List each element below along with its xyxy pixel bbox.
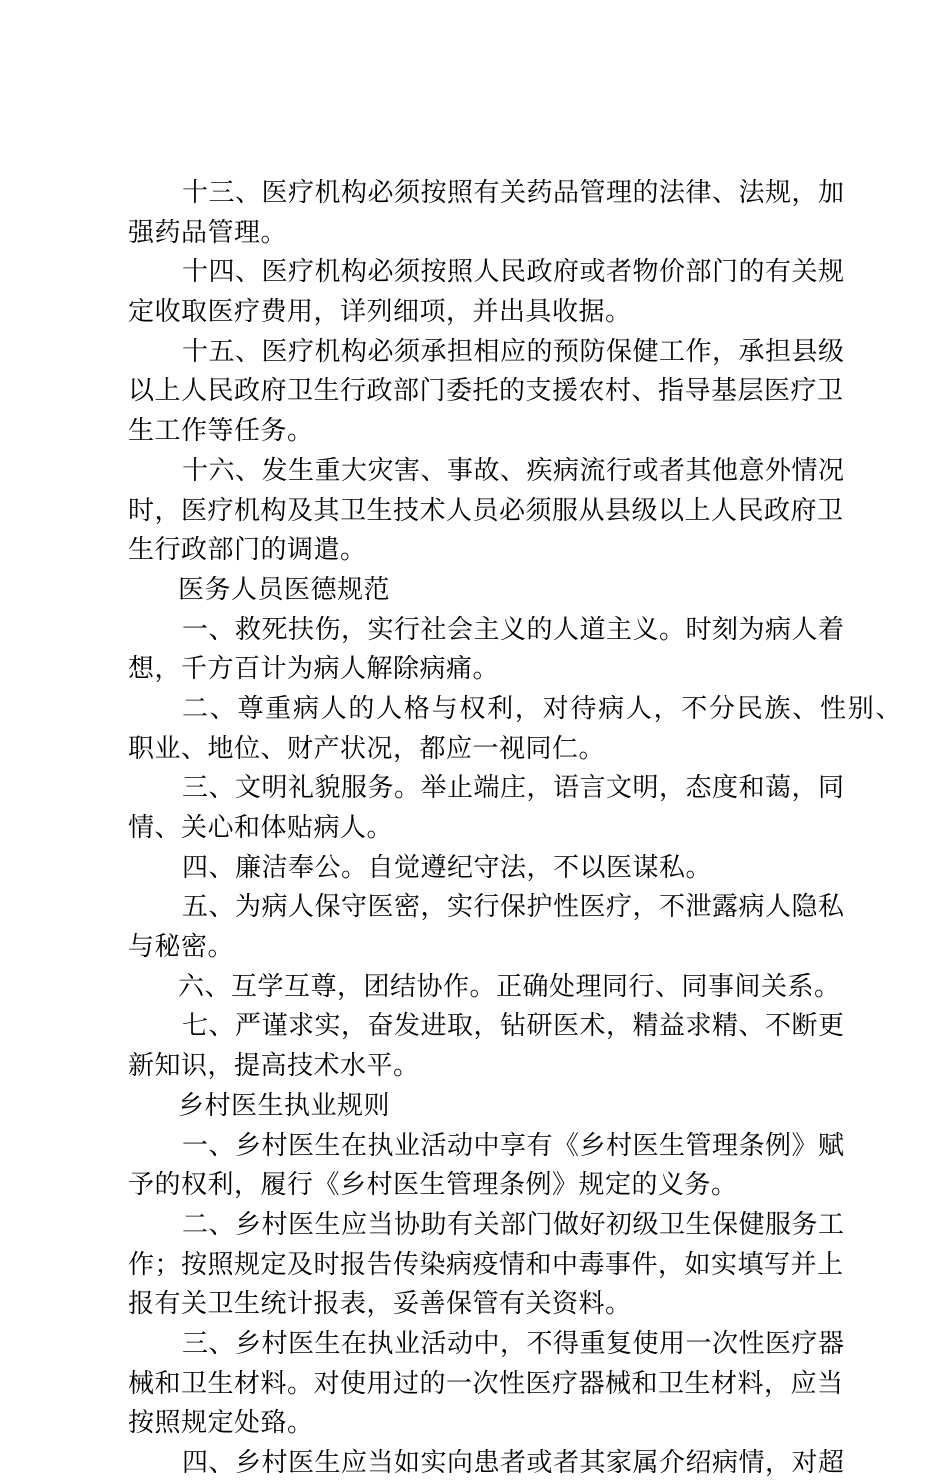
- section-heading: 医务人员医德规范: [178, 574, 391, 605]
- paragraph-line: 生行政部门的调遣。: [128, 535, 367, 566]
- paragraph-line: 械和卫生材料。对使用过的一次性医疗器械和卫生材料，应当: [128, 1368, 844, 1399]
- section-heading: 乡村医生执业规则: [178, 1090, 391, 1121]
- paragraph-line: 与秘密。: [128, 932, 235, 963]
- paragraph-line: 一、乡村医生在执业活动中享有《乡村医生管理条例》赋: [182, 1130, 845, 1161]
- paragraph-line: 十五、医疗机构必须承担相应的预防保健工作，承担县级: [182, 336, 845, 367]
- paragraph-line: 三、乡村医生在执业活动中，不得重复使用一次性医疗器: [182, 1328, 845, 1359]
- paragraph-line: 十四、医疗机构必须按照人民政府或者物价部门的有关规: [182, 257, 845, 288]
- paragraph-line: 七、严谨求实，奋发进取，钻研医术，精益求精、不断更: [182, 1011, 845, 1042]
- paragraph-line: 定收取医疗费用，详列细项，并出具收据。: [128, 297, 632, 328]
- paragraph-line: 五、为病人保守医密，实行保护性医疗，不泄露病人隐私: [182, 892, 845, 923]
- paragraph-line: 时，医疗机构及其卫生技术人员必须服从县级以上人民政府卫: [128, 495, 844, 526]
- paragraph-line: 予的权利，履行《乡村医生管理条例》规定的义务。: [128, 1170, 738, 1201]
- paragraph-line: 一、救死扶伤，实行社会主义的人道主义。时刻为病人着: [182, 614, 845, 645]
- paragraph-line: 三、文明礼貌服务。举止端庄，语言文明，态度和蔼，同: [182, 773, 845, 804]
- paragraph-line: 二、乡村医生应当协助有关部门做好初级卫生保健服务工: [182, 1209, 845, 1240]
- paragraph-line: 想，千方百计为病人解除病痛。: [128, 654, 500, 685]
- paragraph-line: 十六、发生重大灾害、事故、疾病流行或者其他意外情况: [182, 455, 845, 486]
- paragraph-line: 按照规定处臵。: [128, 1408, 314, 1439]
- paragraph-line: 强药品管理。: [128, 217, 288, 248]
- paragraph-line: 四、廉洁奉公。自觉遵纪守法，不以医谋私。: [182, 852, 713, 883]
- paragraph-line: 作；按照规定及时报告传染病疫情和中毒事件，如实填写并上: [128, 1249, 844, 1280]
- paragraph-line: 情、关心和体贴病人。: [128, 813, 394, 843]
- document-body: [128, 174, 902, 1484]
- paragraph-line: 生工作等任务。: [128, 416, 314, 447]
- paragraph-line: 四、乡村医生应当如实向患者或者其家属介绍病情，对超: [182, 1448, 845, 1478]
- paragraph-line: 十三、医疗机构必须按照有关药品管理的法律、法规，加: [182, 178, 845, 208]
- paragraph-line: 职业、地位、财产状况，都应一视同仁。: [128, 733, 606, 764]
- paragraph-line: 新知识，提高技术水平。: [128, 1051, 420, 1082]
- paragraph-line: 报有关卫生统计报表，妥善保管有关资料。: [128, 1289, 632, 1320]
- paragraph-line: 六、互学互尊，团结协作。正确处理同行、同事间关系。: [178, 971, 841, 1002]
- paragraph-line: 二、尊重病人的人格与权利，对待病人，不分民族、性别、: [182, 693, 902, 724]
- paragraph-line: 以上人民政府卫生行政部门委托的支援农村、指导基层医疗卫: [128, 376, 844, 407]
